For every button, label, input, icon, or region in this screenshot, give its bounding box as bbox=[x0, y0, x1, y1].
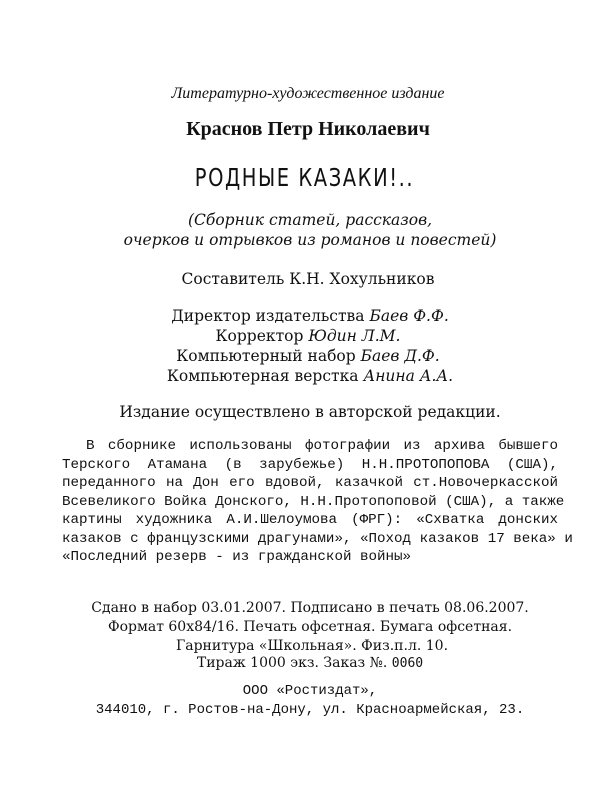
imprint-run bbox=[6, 655, 608, 671]
photo-credits-paragraph bbox=[62, 437, 573, 567]
credit-person: Баев Ф.Ф. bbox=[369, 307, 449, 325]
compiler-credit: Составитель К.Н. Хохульников bbox=[181, 270, 435, 288]
publisher-address: 344010, г. Ростов-на-Дону, ул. Красноармейская, 23. bbox=[95, 702, 525, 718]
paragraph-line: картины художника А.И.Шелоумова (ФРГ): «Схватка донских bbox=[62, 512, 558, 528]
paragraph-line: В сборнике использованы фотографии из архива бывшего bbox=[86, 438, 558, 454]
credit-role: Директор издательства bbox=[171, 307, 365, 325]
imprint-run-prefix: Тираж 1000 экз. Заказ №. bbox=[196, 655, 388, 671]
subtitle-line-1: (Сборник статей, рассказов, bbox=[187, 211, 433, 229]
credit-typesetting bbox=[4, 347, 608, 365]
book-title: РОДНЫЕ КАЗАКИ!.. bbox=[194, 163, 415, 192]
credit-role: Компьютерный набор bbox=[176, 347, 356, 365]
credit-director bbox=[6, 307, 608, 325]
paragraph-line: переданного на Дон его вдовой, казачкой ст.Новочеркасской bbox=[62, 475, 558, 491]
imprint-dates: Сдано в набор 03.01.2007. Подписано в печать 08.06.2007. bbox=[91, 600, 529, 616]
credit-person: Юдин Л.М. bbox=[308, 327, 401, 345]
imprint-typeface: Гарнитура «Школьная». Физ.п.л. 10. bbox=[175, 638, 449, 654]
credit-layout bbox=[6, 367, 608, 385]
paragraph-line: казаков с французскими драгунами», «Поход казаков 17 века» и bbox=[62, 530, 573, 547]
subtitle-line-2: очерков и отрывков из романов и повестей) bbox=[123, 231, 497, 249]
credit-person: Анина А.А. bbox=[363, 367, 454, 385]
genre-label: Литературно-художественное издание bbox=[171, 85, 445, 102]
author-name: Краснов Петр Николаевич bbox=[186, 118, 430, 140]
edition-note: Издание осуществлено в авторской редакции. bbox=[119, 403, 501, 421]
credit-person: Баев Д.Ф. bbox=[360, 347, 440, 365]
credit-proofreader bbox=[4, 327, 608, 345]
publisher-name: ООО «Ростиздат», bbox=[242, 683, 378, 699]
order-number: 0060 bbox=[391, 656, 424, 671]
paragraph-line: Всевеликого Войка Донского, Н.Н.Протопоповой (США), а также bbox=[62, 493, 565, 510]
credit-role: Корректор bbox=[215, 327, 304, 345]
imprint-format: Формат 60х84/16. Печать офсетная. Бумага офсетная. bbox=[107, 619, 513, 635]
paragraph-line: «Последний резерв - из гражданской войны» bbox=[62, 549, 412, 565]
credit-role: Компьютерная верстка bbox=[166, 367, 359, 385]
paragraph-line: Терского Атамана (в зарубежье) Н.Н.ПРОТОПОПОВА (США), bbox=[62, 456, 558, 473]
